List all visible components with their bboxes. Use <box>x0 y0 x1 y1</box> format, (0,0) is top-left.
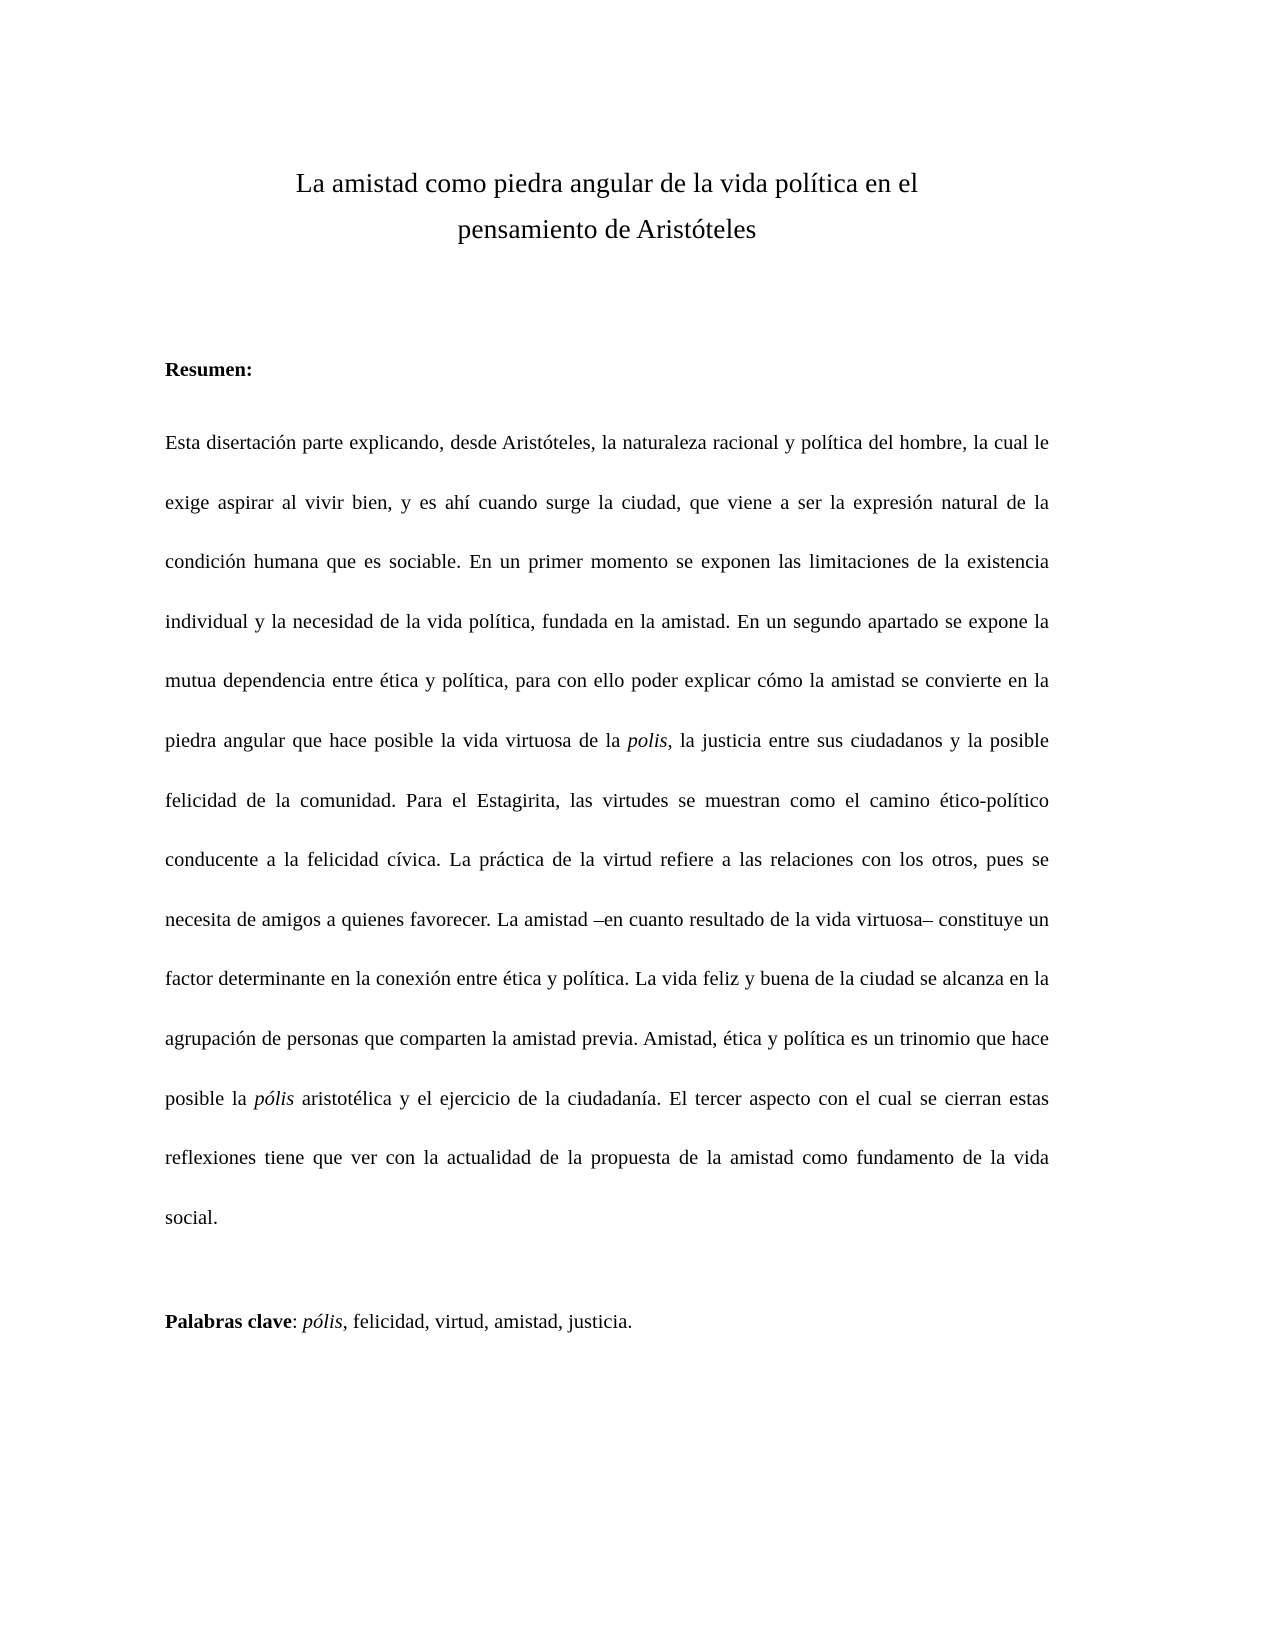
abstract-paragraph <box>165 384 1049 1248</box>
title-line-1: La amistad como piedra angular de la vida política en el <box>295 167 919 198</box>
keywords-separator: : <box>291 1311 303 1334</box>
title-line-2: pensamiento de Aristóteles <box>457 213 757 244</box>
keywords-remaining-terms: , felicidad, virtud, amistad, justicia. <box>342 1311 633 1334</box>
keywords-italic-term: pólis <box>302 1311 343 1334</box>
keywords-line <box>165 1248 1049 1337</box>
abstract-italic-term-polis-accented: pólis <box>254 1087 295 1110</box>
keywords-label: Palabras clave <box>165 1311 292 1334</box>
abstract-text-segment-2: , la justicia entre sus ciudadanos y la posible felicidad de la comunidad. Para el Estagirita, las virtudes se muestran como el camino ético-político conducente a la felicidad cívica. La práctica de la virtud refiere a las relaciones con los otros, pues se necesita de amigos a quienes favorecer. La amistad –en cuanto resultado de la vida virtuosa– constituye un factor determinante en la conexión entre ética y política. La vida feliz y buena de la ciudad se alcanza en la agrupación de personas que comparten la amistad previa. Amistad, ética y política es un trinomio que hace posible la <box>165 729 1049 1110</box>
abstract-text-segment-3: aristotélica y el ejercicio de la ciudadanía. El tercer aspecto con el cual se cierran estas reflexiones tiene que ver con la actualidad de la propuesta de la amistad como fundamento de la vida social. <box>165 1087 1049 1229</box>
abstract-text-segment-1: Esta disertación parte explicando, desde Aristóteles, la naturaleza racional y política del hombre, la cual le exige aspirar al vivir bien, y es ahí cuando surge la ciudad, que viene a ser la expresión natural de la condición humana que es sociable. En un primer momento se exponen las limitaciones de la existencia individual y la necesidad de la vida política, fundada en la amistad. En un segundo apartado se expone la mutua dependencia entre ética y política, para con ello poder explicar cómo la amistad se convierte en la piedra angular que hace posible la vida virtuosa de la <box>165 432 1049 752</box>
abstract-heading: Resumen: <box>165 359 253 381</box>
page-content-column <box>165 0 1049 1337</box>
abstract-italic-term-polis: polis <box>627 729 668 752</box>
page-title <box>165 0 1049 252</box>
